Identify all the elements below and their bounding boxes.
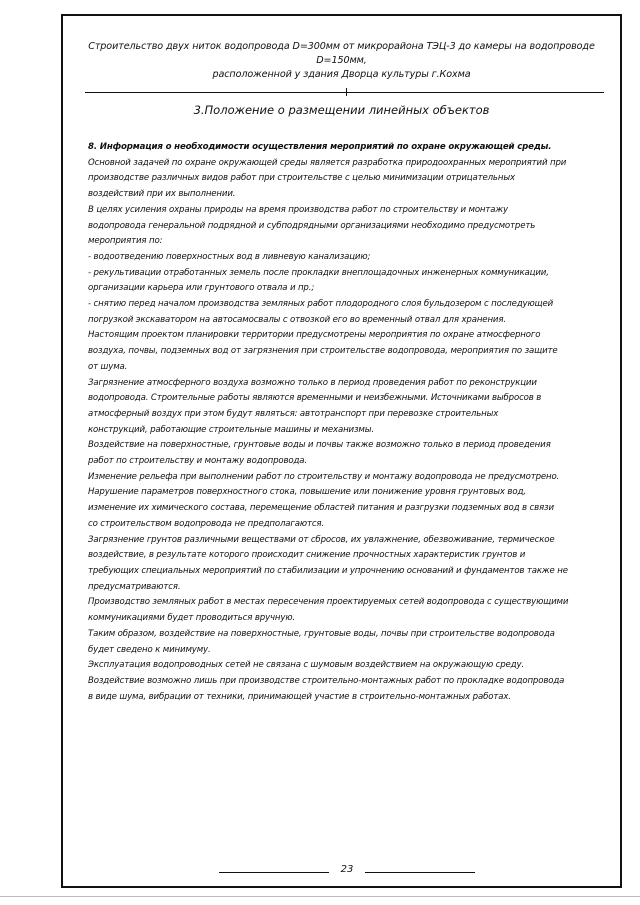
body-line: будет сведено к минимуму.: [88, 644, 211, 655]
body-line: организации карьера или грунтового отвала и пр.;: [88, 283, 315, 294]
body-line: - рекультивации отработанных земель после прокладки внеплощадочных инженерных коммуникации,: [88, 267, 549, 278]
body-line: от шума.: [88, 361, 128, 372]
body-line: изменение их химического состава, перемещение областей питания и разгрузки подземных вод в связи: [88, 503, 554, 514]
section-title: 3.Положение о размещении линейных объектов: [193, 103, 490, 117]
body-line: со строительством водопровода не предполагаются.: [88, 518, 325, 529]
body-line: Основной задачей по охране окружающей среды является разработка природоохранных мероприятий при: [88, 157, 567, 168]
body-line: требующих специальных мероприятий по стабилизации и упрочнению оснований и фундаментов также не: [88, 565, 568, 576]
body-line: Воздействие на поверхностные, грунтовые воды и почвы также возможно только в период проведения: [88, 440, 551, 451]
body-line: Изменение рельефа при выполнении работ по строительству и монтажу водопровода не предусмотрено.: [88, 471, 560, 482]
body-line: Нарушение параметров поверхностного стока, повышение или понижение уровня грунтовых вод,: [88, 487, 526, 498]
body-line: работ по строительству и монтажу водопровода.: [88, 456, 307, 467]
header-line-1: Строительство двух ниток водопровода D=300мм от микрорайона ТЭЦ-3 до камеры на водопроводе D=150мм,: [88, 41, 595, 66]
body-line: конструкций, работающие строительные машины и механизмы.: [88, 424, 374, 435]
body-line: мероприятия по:: [88, 236, 163, 247]
body-line: водопровода генеральной подрядной и субподрядными организациями необходимо предусмотреть: [88, 220, 536, 231]
body-line: Эксплуатация водопроводных сетей не связана с шумовым воздействием на окружающую среду.: [88, 660, 524, 671]
body-line: погрузкой экскаватором на автосамосвалы с отвозкой его во временный отвал для хранения.: [88, 314, 506, 325]
body-line: Таким образом, воздействие на поверхностные, грунтовые воды, почвы при строительстве водопровода: [88, 628, 555, 639]
body-line: предусматриваются.: [88, 581, 181, 592]
body-line: Загрязнение грунтов различными веществами от сбросов, их увлажнение, обезвоживание, термическое: [88, 534, 555, 545]
body-line: - водоотведению поверхностных вод в ливневую канализацию;: [88, 251, 371, 262]
body-line: воздействие, в результате которого происходит снижение прочностных характеристик грунтов и: [88, 550, 526, 561]
document-sheet: [61, 14, 622, 888]
body-line: атмосферный воздух при этом будут являться: автотранспорт при перевозке строительных: [88, 408, 499, 419]
header-line-2: расположенной у здания Дворца культуры г.Кохма: [212, 69, 471, 80]
document-body: [88, 140, 608, 705]
paragraph-heading: 8. Информация о необходимости осуществления мероприятий по охране окружающей среды.: [88, 142, 552, 152]
body-line: Настоящим проектом планировки территории предусмотрены мероприятия по охране атмосферного: [88, 330, 541, 341]
body-line: воздействий при их выполнении.: [88, 189, 236, 200]
body-line: производстве различных видов работ при строительстве с целью минимизации отрицательных: [88, 173, 515, 184]
body-line: водопровода. Строительные работы являются временными и неизбежными. Источниками выбросов в: [88, 393, 542, 404]
body-line: коммуникациями будет проводиться вручную.: [88, 613, 295, 624]
footer-line-left: [219, 872, 329, 873]
body-line: Загрязнение атмосферного воздуха возможно только в период проведения работ по реконструкции: [88, 377, 537, 388]
body-line: Производство земляных работ в местах пересечения проектируемых сетей водопровода с существующими: [88, 597, 569, 608]
scan-edge-line: [0, 896, 640, 897]
body-line: Воздействие возможно лишь при производстве строительно-монтажных работ по прокладке водопровода: [88, 675, 565, 686]
page-number: 23: [340, 864, 354, 875]
header-divider: [85, 92, 604, 93]
divider-tick: [346, 88, 347, 96]
body-line: в виде шума, вибрации от техники, принимающей участие в строительно-монтажных работах.: [88, 691, 511, 702]
page-footer: [63, 864, 620, 878]
body-line: - снятию перед началом производства земляных работ плодородного слоя бульдозером с последующей: [88, 299, 554, 310]
document-header: [75, 40, 608, 82]
body-line: В целях усиления охраны природы на время производства работ по строительству и монтажу: [88, 204, 508, 215]
body-line: воздуха, почвы, подземных вод от загрязнения при строительстве водопровода, мероприятия по защите: [88, 346, 558, 357]
footer-line-right: [365, 872, 475, 873]
